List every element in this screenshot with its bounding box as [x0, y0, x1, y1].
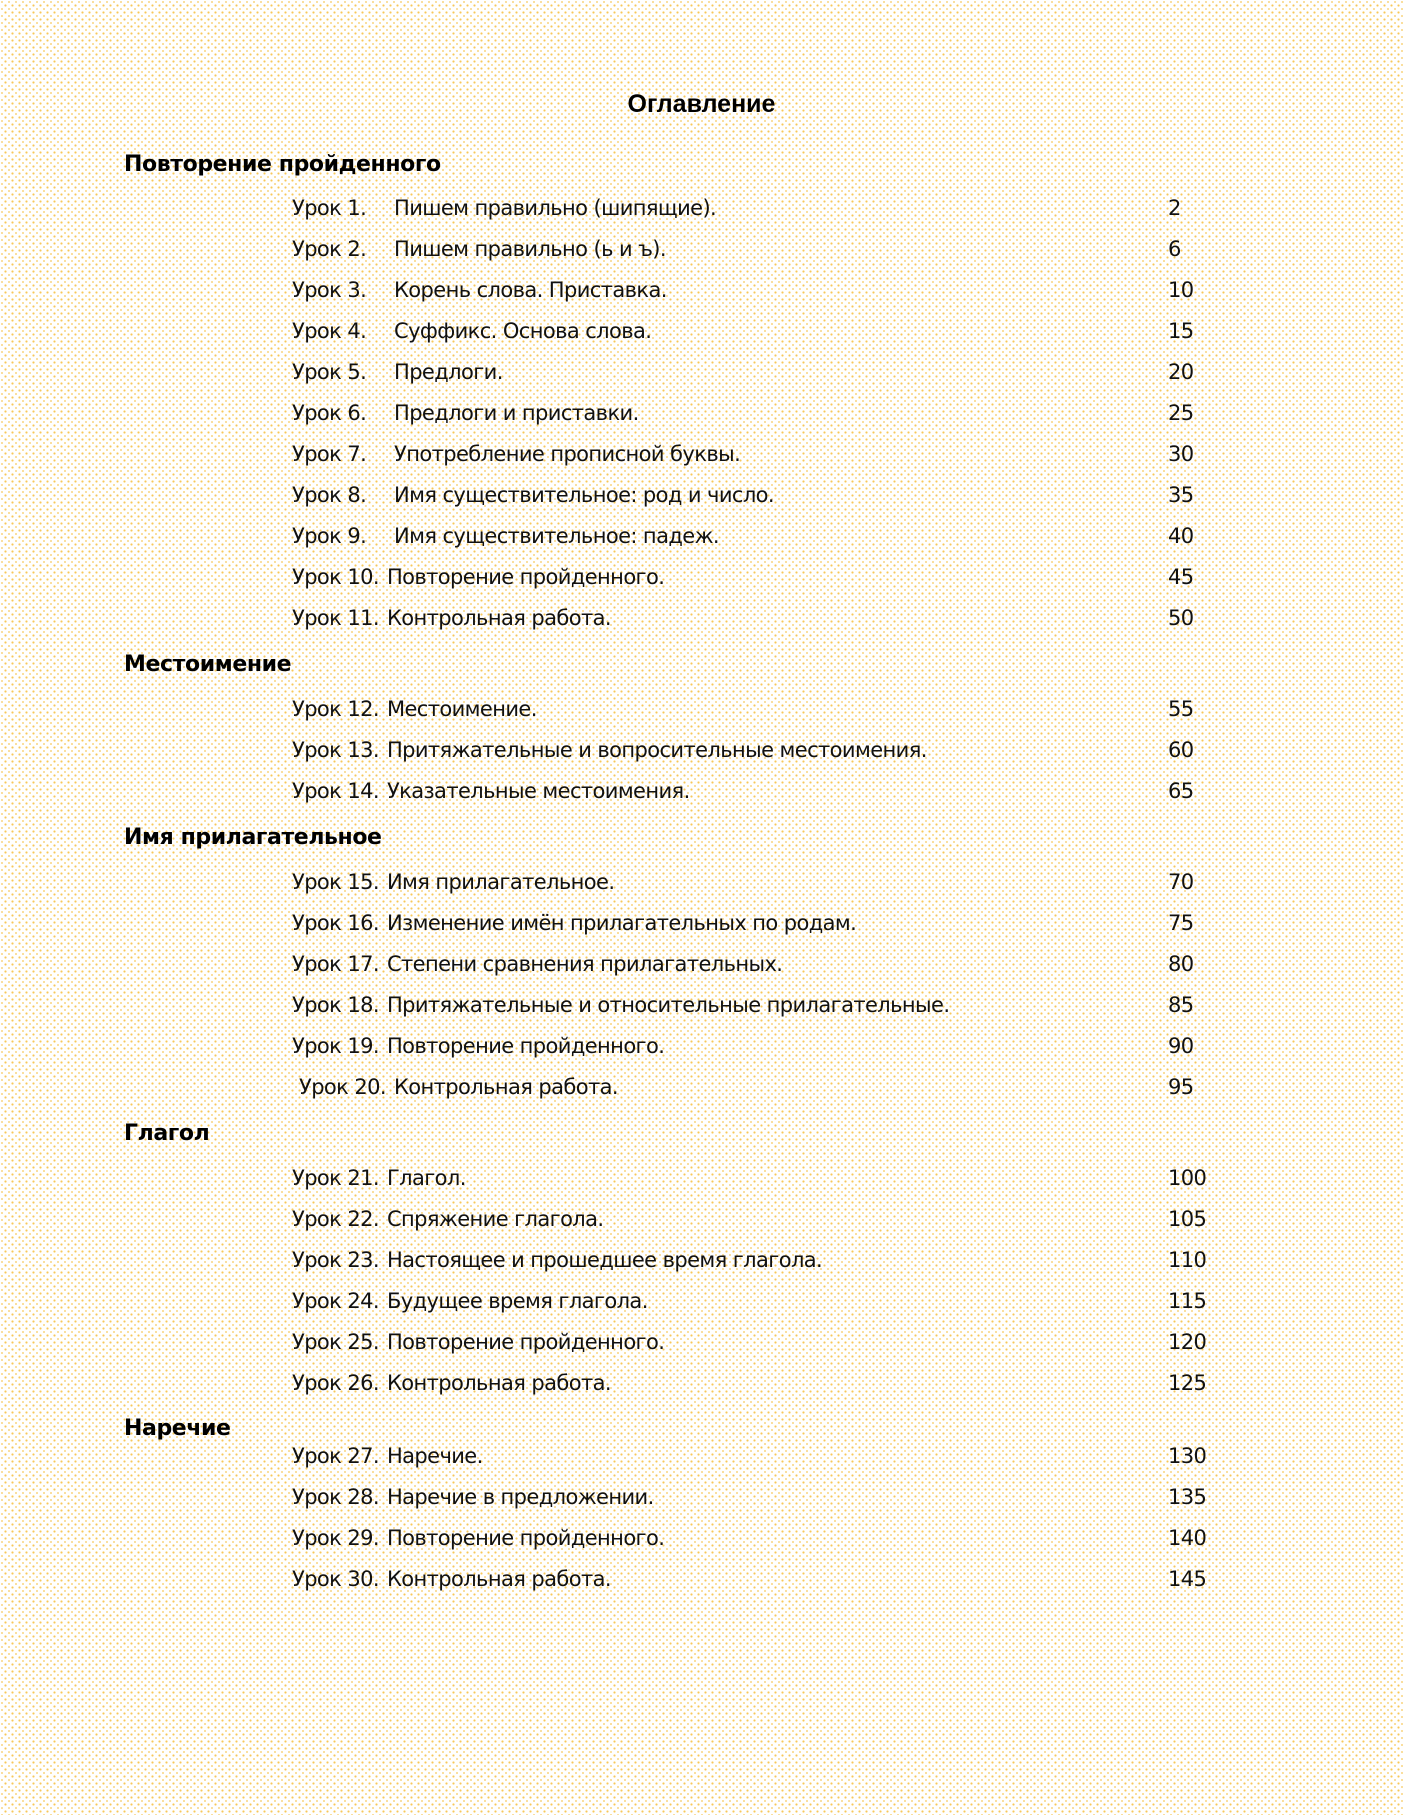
toc-row[interactable] [292, 1248, 1212, 1278]
page-number: 40 [1168, 524, 1194, 548]
toc-row[interactable] [292, 779, 1212, 809]
lesson-title: Повторение пройденного. [386, 1526, 665, 1550]
lesson-number: Урок 29. [292, 1526, 379, 1550]
lesson-number: Урок 12. [292, 697, 379, 721]
lesson-title: Степени сравнения прилагательных. [386, 952, 783, 976]
toc-row[interactable] [292, 196, 1212, 226]
page-number: 70 [1168, 870, 1194, 894]
toc-row[interactable] [292, 278, 1212, 308]
section-heading: Наречие [124, 1416, 231, 1441]
toc-row[interactable] [292, 442, 1212, 472]
lesson-number: Урок 2. [292, 237, 367, 261]
lesson-title: Наречие. [386, 1444, 483, 1468]
lesson-title: Контрольная работа. [386, 1371, 611, 1395]
lesson-title: Имя прилагательное. [386, 870, 615, 894]
toc-row[interactable] [292, 360, 1212, 390]
page-number: 25 [1168, 401, 1194, 425]
lesson-title: Пишем правильно (шипящие). [394, 196, 717, 220]
lesson-title: Указательные местоимения. [386, 779, 690, 803]
lesson-title: Повторение пройденного. [386, 565, 665, 589]
lesson-title: Местоимение. [386, 697, 537, 721]
lesson-number: Урок 8. [292, 483, 367, 507]
page-number: 95 [1168, 1075, 1194, 1099]
lesson-number: Урок 11. [292, 606, 379, 630]
toc-row[interactable] [292, 401, 1212, 431]
section-heading: Местоимение [124, 652, 292, 677]
lesson-number: Урок 24. [292, 1289, 379, 1313]
section-heading: Повторение пройденного [124, 152, 441, 177]
lesson-number: Урок 5. [292, 360, 367, 384]
page-number: 125 [1168, 1371, 1207, 1395]
lesson-title: Повторение пройденного. [386, 1034, 665, 1058]
lesson-title: Спряжение глагола. [386, 1207, 604, 1231]
toc-row[interactable] [292, 1166, 1212, 1196]
lesson-number: Урок 20. [299, 1075, 386, 1099]
toc-row[interactable] [292, 565, 1212, 595]
lesson-title: Контрольная работа. [386, 606, 611, 630]
page-number: 65 [1168, 779, 1194, 803]
lesson-title: Предлоги. [394, 360, 503, 384]
lesson-number: Урок 30. [292, 1567, 379, 1591]
toc-row[interactable] [292, 1567, 1212, 1597]
toc-row[interactable] [292, 524, 1212, 554]
lesson-title: Глагол. [386, 1166, 466, 1190]
page-title: Оглавление [627, 90, 776, 118]
toc-row[interactable] [292, 911, 1212, 941]
lesson-title: Употребление прописной буквы. [394, 442, 741, 466]
lesson-number: Урок 28. [292, 1485, 379, 1509]
lesson-number: Урок 7. [292, 442, 367, 466]
page-number: 90 [1168, 1034, 1194, 1058]
lesson-number: Урок 26. [292, 1371, 379, 1395]
lesson-number: Урок 6. [292, 401, 367, 425]
page-number: 100 [1168, 1166, 1207, 1190]
toc-row[interactable] [292, 1485, 1212, 1515]
lesson-title: Имя существительное: род и число. [394, 483, 774, 507]
lesson-title: Будущее время глагола. [386, 1289, 648, 1313]
toc-row[interactable] [292, 1526, 1212, 1556]
page-number: 55 [1168, 697, 1194, 721]
lesson-title: Контрольная работа. [386, 1567, 611, 1591]
page-number: 120 [1168, 1330, 1207, 1354]
page-number: 130 [1168, 1444, 1207, 1468]
toc-row[interactable] [292, 738, 1212, 768]
lesson-number: Урок 22. [292, 1207, 379, 1231]
lesson-number: Урок 10. [292, 565, 379, 589]
toc-row[interactable] [299, 1075, 1219, 1105]
page-number: 80 [1168, 952, 1194, 976]
lesson-title: Пишем правильно (ь и ъ). [394, 237, 666, 261]
toc-row[interactable] [292, 952, 1212, 982]
lesson-number: Урок 14. [292, 779, 379, 803]
lesson-title: Настоящее и прошедшее время глагола. [386, 1248, 823, 1272]
lesson-number: Урок 27. [292, 1444, 379, 1468]
lesson-number: Урок 23. [292, 1248, 379, 1272]
lesson-title: Изменение имён прилагательных по родам. [386, 911, 857, 935]
section-heading: Имя прилагательное [124, 825, 382, 850]
toc-row[interactable] [292, 1444, 1212, 1474]
lesson-number: Урок 13. [292, 738, 379, 762]
toc-row[interactable] [292, 483, 1212, 513]
page-number: 2 [1168, 196, 1181, 220]
page-number: 110 [1168, 1248, 1207, 1272]
lesson-number: Урок 18. [292, 993, 379, 1017]
page-number: 6 [1168, 237, 1181, 261]
toc-row[interactable] [292, 870, 1212, 900]
page-number: 15 [1168, 319, 1194, 343]
lesson-title: Наречие в предложении. [386, 1485, 654, 1509]
page-number: 35 [1168, 483, 1194, 507]
lesson-number: Урок 4. [292, 319, 367, 343]
toc-row[interactable] [292, 1330, 1212, 1360]
toc-row[interactable] [292, 993, 1212, 1023]
lesson-number: Урок 17. [292, 952, 379, 976]
lesson-number: Урок 9. [292, 524, 367, 548]
lesson-title: Притяжательные и вопросительные местоимения. [386, 738, 927, 762]
lesson-title: Повторение пройденного. [386, 1330, 665, 1354]
lesson-title: Предлоги и приставки. [394, 401, 639, 425]
page-number: 140 [1168, 1526, 1207, 1550]
page-number: 50 [1168, 606, 1194, 630]
lesson-number: Урок 15. [292, 870, 379, 894]
page-number: 20 [1168, 360, 1194, 384]
page-number: 60 [1168, 738, 1194, 762]
lesson-number: Урок 25. [292, 1330, 379, 1354]
lesson-number: Урок 19. [292, 1034, 379, 1058]
lesson-number: Урок 3. [292, 278, 367, 302]
page-number: 30 [1168, 442, 1194, 466]
page-number: 45 [1168, 565, 1194, 589]
page-number: 105 [1168, 1207, 1207, 1231]
page-number: 10 [1168, 278, 1194, 302]
page-number: 145 [1168, 1567, 1207, 1591]
lesson-title: Имя существительное: падеж. [394, 524, 719, 548]
toc-row[interactable] [292, 697, 1212, 727]
page-number: 115 [1168, 1289, 1207, 1313]
page-number: 135 [1168, 1485, 1207, 1509]
toc-row[interactable] [292, 606, 1212, 636]
lesson-title: Суффикс. Основа слова. [394, 319, 652, 343]
lesson-number: Урок 16. [292, 911, 379, 935]
toc-row[interactable] [292, 1034, 1212, 1064]
toc-row[interactable] [292, 1289, 1212, 1319]
toc-row[interactable] [292, 1207, 1212, 1237]
toc-row[interactable] [292, 319, 1212, 349]
page-number: 85 [1168, 993, 1194, 1017]
toc-row[interactable] [292, 1371, 1212, 1401]
lesson-number: Урок 21. [292, 1166, 379, 1190]
page-number: 75 [1168, 911, 1194, 935]
section-heading: Глагол [124, 1121, 210, 1146]
lesson-title: Притяжательные и относительные прилагательные. [386, 993, 950, 1017]
toc-row[interactable] [292, 237, 1212, 267]
lesson-title: Корень слова. Приставка. [394, 278, 667, 302]
lesson-title: Контрольная работа. [393, 1075, 618, 1099]
lesson-number: Урок 1. [292, 196, 367, 220]
